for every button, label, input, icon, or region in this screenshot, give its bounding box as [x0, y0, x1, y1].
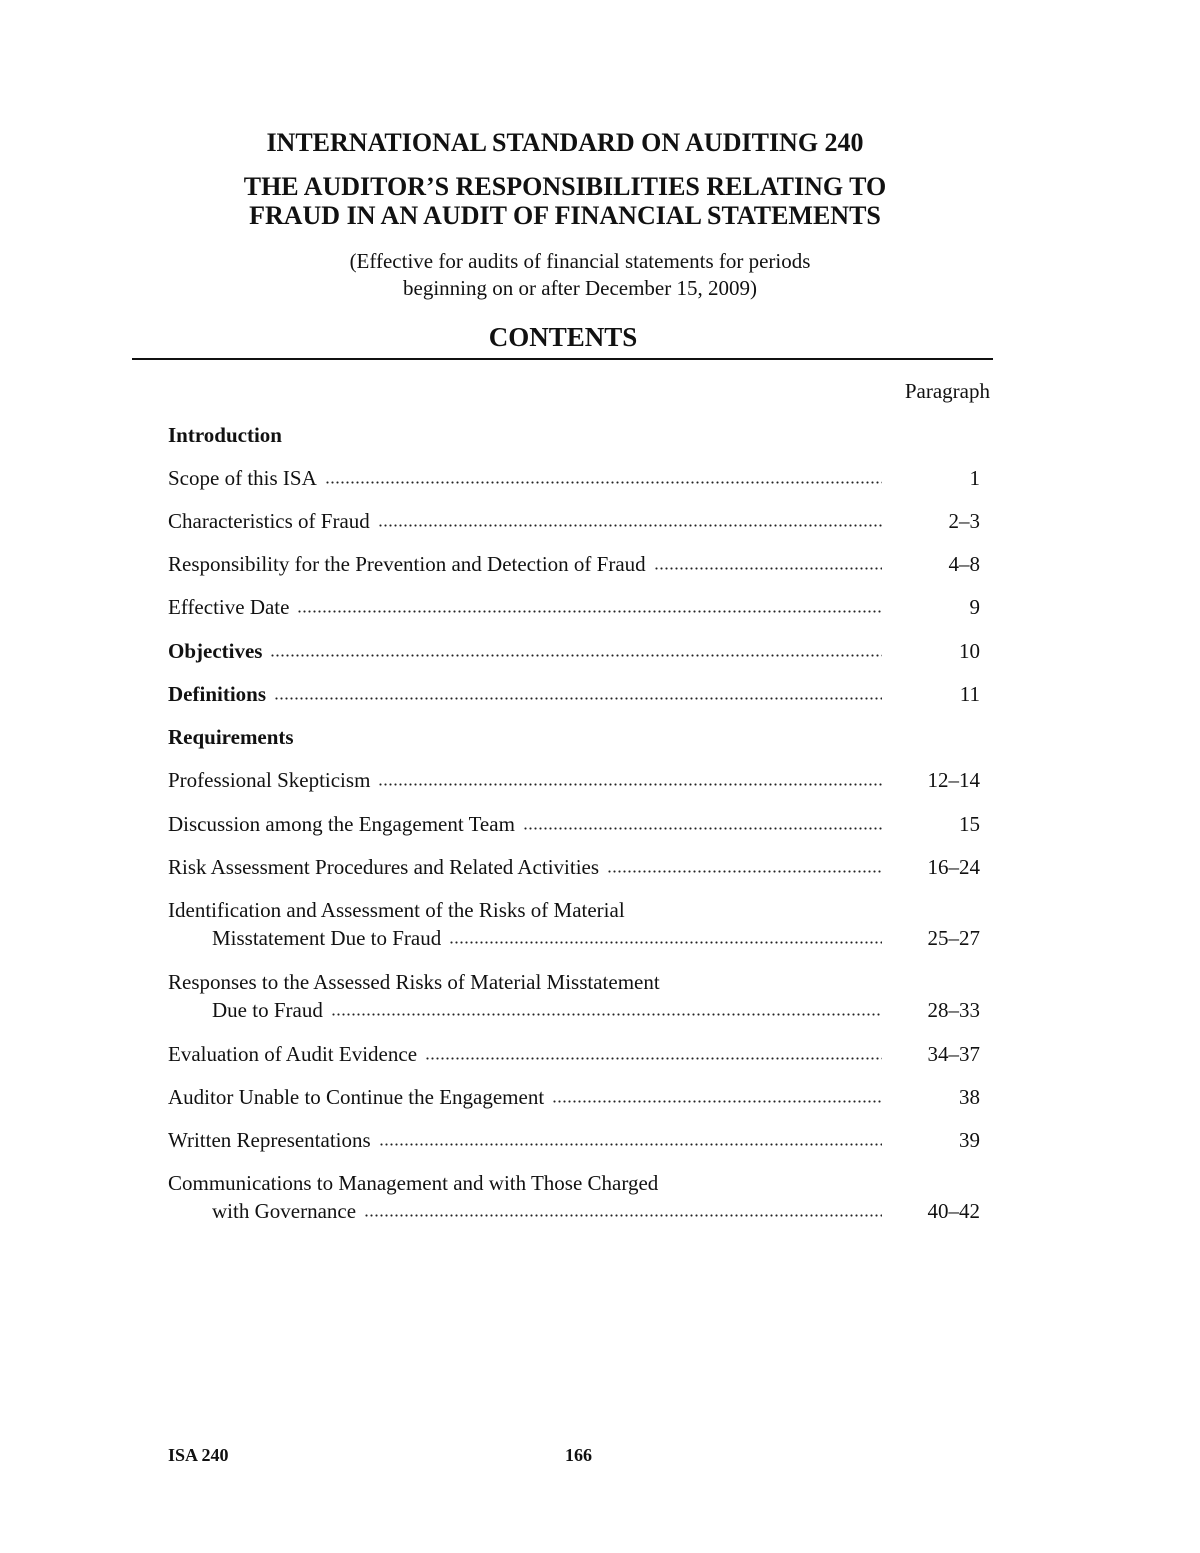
- toc-entry-paragraph: 34–37: [927, 1042, 980, 1066]
- toc-entry-paragraph: 15: [959, 812, 980, 836]
- toc-entry[interactable]: [168, 1083, 980, 1111]
- toc-entry-label: Risk Assessment Procedures and Related Activities: [168, 855, 600, 879]
- toc-entry-paragraph: 40–42: [927, 1199, 980, 1223]
- toc-entry-label-first-line: Identification and Assessment of the Risks of Material: [168, 898, 625, 922]
- dot-leader: [325, 479, 882, 485]
- toc-entry-label: Objectives: [168, 639, 263, 663]
- toc-entry-paragraph: 12–14: [927, 768, 980, 792]
- toc-entry-paragraph: 9: [969, 595, 980, 619]
- toc-entry-label-first-line: Communications to Management and with Those Charged: [168, 1171, 659, 1195]
- footer-document-id: ISA 240: [168, 1445, 229, 1465]
- toc-entry-paragraph: 10: [959, 639, 980, 663]
- header-divider: [132, 358, 993, 360]
- effective-note-line-2: beginning on or after December 15, 2009): [403, 276, 757, 300]
- toc-entry-label: Due to Fraud: [212, 998, 323, 1022]
- toc-entry-label: Scope of this ISA: [168, 466, 317, 490]
- toc-entry-paragraph: 39: [959, 1128, 980, 1152]
- toc-entry-paragraph: 2–3: [948, 509, 980, 533]
- toc-entry-paragraph: 11: [959, 682, 980, 706]
- toc-entry-label: Professional Skepticism: [168, 768, 371, 792]
- toc-entry-paragraph: 25–27: [927, 926, 980, 950]
- section-heading-requirements: Requirements: [168, 725, 294, 749]
- toc-entry[interactable]: [168, 810, 980, 838]
- paragraph-column-label: Paragraph: [904, 379, 990, 403]
- toc-entry-paragraph: 4–8: [948, 552, 980, 576]
- toc-entry-paragraph: 1: [969, 466, 980, 490]
- toc-entry-label: Discussion among the Engagement Team: [168, 812, 515, 836]
- dot-leader: [379, 1141, 882, 1147]
- toc-entry-label: Misstatement Due to Fraud: [212, 926, 442, 950]
- toc-entry-label: Responsibility for the Prevention and Detection of Fraud: [168, 552, 646, 576]
- toc-entry[interactable]: [168, 968, 980, 1024]
- toc-entry-label: Written Representations: [168, 1128, 371, 1152]
- toc-entry[interactable]: [168, 766, 980, 794]
- toc-entry[interactable]: [168, 1126, 980, 1154]
- dot-leader: [552, 1098, 882, 1104]
- toc-entry[interactable]: [168, 550, 980, 578]
- effective-note-line-1: (Effective for audits of financial statements for periods: [349, 249, 811, 273]
- toc-entry-label: Definitions: [168, 682, 267, 706]
- dot-leader: [449, 939, 882, 945]
- dot-leader: [270, 652, 882, 658]
- toc-entry-paragraph: 16–24: [927, 855, 980, 879]
- footer-page-number: 166: [565, 1445, 592, 1465]
- standard-title: INTERNATIONAL STANDARD ON AUDITING 240: [266, 128, 864, 157]
- dot-leader: [364, 1212, 882, 1218]
- toc-entry-definitions[interactable]: [168, 680, 980, 708]
- toc-entry-label: Characteristics of Fraud: [168, 509, 370, 533]
- toc-entry-objectives[interactable]: [168, 637, 980, 665]
- toc-entry[interactable]: [168, 507, 980, 535]
- dot-leader: [523, 825, 882, 831]
- toc-entry[interactable]: [168, 853, 980, 881]
- dot-leader: [378, 522, 882, 528]
- toc-entry[interactable]: [168, 1169, 980, 1225]
- toc-entry-label: with Governance: [212, 1199, 357, 1223]
- toc-entry-label: Effective Date: [168, 595, 290, 619]
- toc-entry-paragraph: 38: [959, 1085, 980, 1109]
- toc-entry[interactable]: [168, 593, 980, 621]
- section-heading-introduction: Introduction: [168, 423, 282, 447]
- toc-entry[interactable]: [168, 896, 980, 952]
- document-title-line-1: THE AUDITOR’S RESPONSIBILITIES RELATING TO: [243, 172, 887, 201]
- dot-leader: [654, 565, 882, 571]
- dot-leader: [274, 695, 882, 701]
- toc-entry-label: Auditor Unable to Continue the Engagement: [168, 1085, 545, 1109]
- contents-heading: CONTENTS: [488, 322, 638, 352]
- dot-leader: [378, 781, 882, 787]
- dot-leader: [331, 1011, 882, 1017]
- document-title-line-2: FRAUD IN AN AUDIT OF FINANCIAL STATEMENTS: [249, 201, 881, 230]
- toc-entry[interactable]: [168, 1040, 980, 1068]
- toc-entry-label-first-line: Responses to the Assessed Risks of Material Misstatement: [168, 970, 660, 994]
- toc-entry-label: Evaluation of Audit Evidence: [168, 1042, 418, 1066]
- dot-leader: [607, 868, 882, 874]
- toc-entry[interactable]: [168, 464, 980, 492]
- dot-leader: [297, 608, 882, 614]
- toc-entry-paragraph: 28–33: [927, 998, 980, 1022]
- dot-leader: [425, 1055, 882, 1061]
